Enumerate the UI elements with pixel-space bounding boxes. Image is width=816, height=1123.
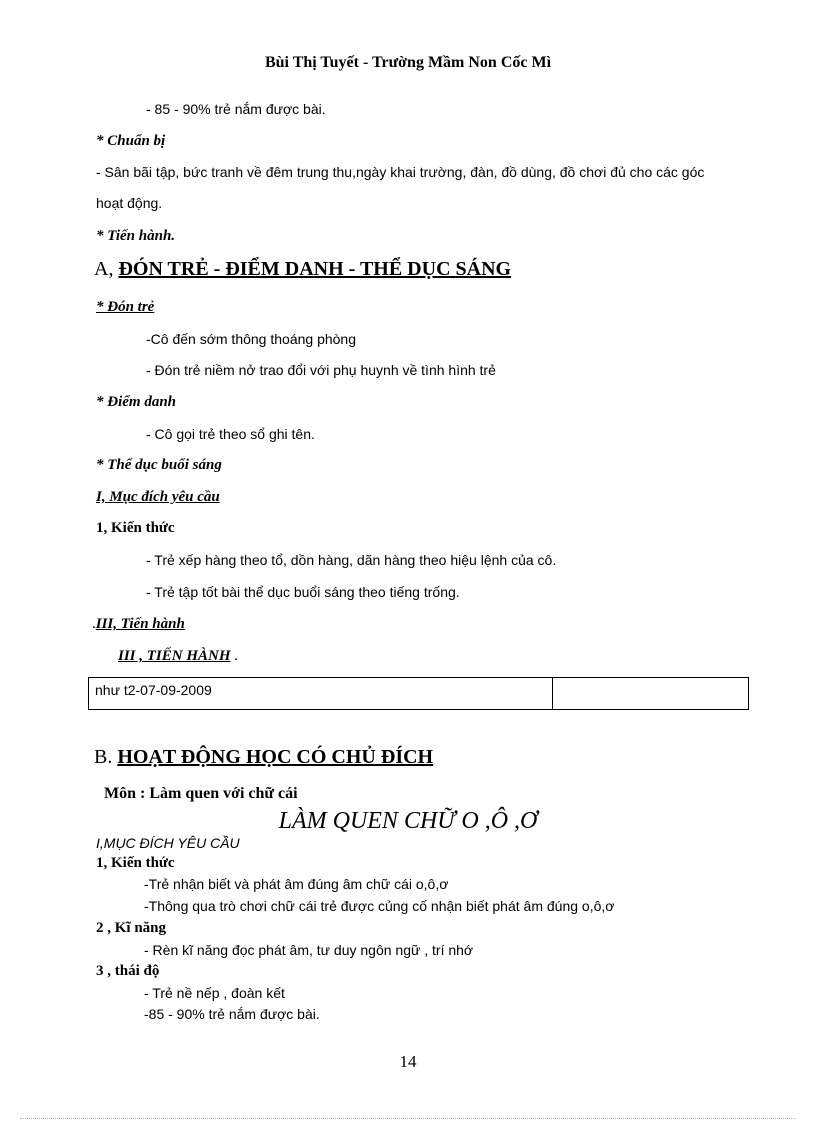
welcome-item-2: - Đón trẻ niềm nở trao đổi với phụ huynh về tình hình trẻ [146,362,496,378]
proceed-label-line [92,614,185,634]
knowledge-heading-a: 1, Kiến thức [96,520,175,536]
proceed-caps: III , TIẾN HÀNH [118,648,231,664]
page-number: 14 [399,1052,417,1071]
knowledge-item-a-2: - Trẻ tập tốt bài thể dục buổi sáng theo tiếng trống. [146,584,460,600]
skills-heading: 2 , Kĩ năng [96,920,167,936]
exercise-heading: * Thể dục buổi sáng [96,457,222,473]
section-a-heading [94,256,511,282]
section-a-prefix: A, [94,258,114,280]
skills-item: - Rèn kĩ năng đọc phát âm, tư duy ngôn ngữ , trí nhớ [144,942,474,958]
section-b-heading [94,744,433,770]
goals-heading-a: I, Mục đích yêu cầu [96,489,220,505]
subject-line: Môn : Làm quen với chữ cái [104,785,298,802]
section-a-title: ĐÓN TRẺ - ĐIỂM DANH - THỂ DỤC SÁNG [118,258,512,280]
proceed-prefix: . [92,616,96,632]
prep-line-1: - Sân bãi tập, bức tranh về đêm trung thu,ngày khai trường, đàn, đồ dùng, đồ chơi đủ cho các góc [96,164,705,180]
attitude-heading: 3 , thái độ [96,963,160,979]
page-bottom-divider [20,1118,796,1119]
lesson-title: LÀM QUEN CHỮ O ,Ô ,Ơ [278,808,538,834]
page-header: Bùi Thị Tuyết - Trường Mầm Non Cốc Mì [264,54,552,71]
proceed-caps-suffix: . [230,648,239,664]
knowledge-heading-b: 1, Kiến thức [96,855,175,871]
schedule-table [88,677,749,710]
table-cell-1-text: như t2-07-09-2009 [95,682,212,698]
knowledge-item-a-1: - Trẻ xếp hàng theo tổ, dồn hàng, dãn hàng theo hiệu lệnh của cô. [146,552,557,568]
proceed-caps-line [118,646,238,666]
attendance-item: - Cô gọi trẻ theo sổ ghi tên. [146,426,315,442]
knowledge-item-b-2: -Thông qua trò chơi chữ cái trẻ được củng cố nhận biết phát âm đúng o,ô,ơ [144,898,615,914]
prep-heading: * Chuẩn bị [96,133,166,149]
table-cell-1 [89,678,553,709]
proceed-label: III, Tiến hành [95,616,185,632]
welcome-heading: * Đón trẻ [96,299,155,315]
goals-heading-b: I,MỤC ĐÍCH YÊU CẦU [96,835,240,851]
attitude-item-2: -85 - 90% trẻ nắm được bài. [144,1006,320,1022]
attitude-item-1: - Trẻ nề nếp , đoàn kết [144,985,285,1001]
proceed-heading: * Tiến hành. [96,228,176,244]
attendance-heading: * Điểm danh [96,394,177,410]
intro-goal: - 85 - 90% trẻ nắm được bài. [146,101,326,117]
prep-line-2: hoạt động. [96,195,163,211]
section-b-prefix: B. [94,746,113,768]
section-b-title: HOẠT ĐỘNG HỌC CÓ CHỦ ĐÍCH [117,746,434,768]
welcome-item-1: -Cô đến sớm thông thoáng phòng [146,331,356,347]
knowledge-item-b-1: -Trẻ nhận biết và phát âm đúng âm chữ cái o,ô,ơ [144,876,449,892]
